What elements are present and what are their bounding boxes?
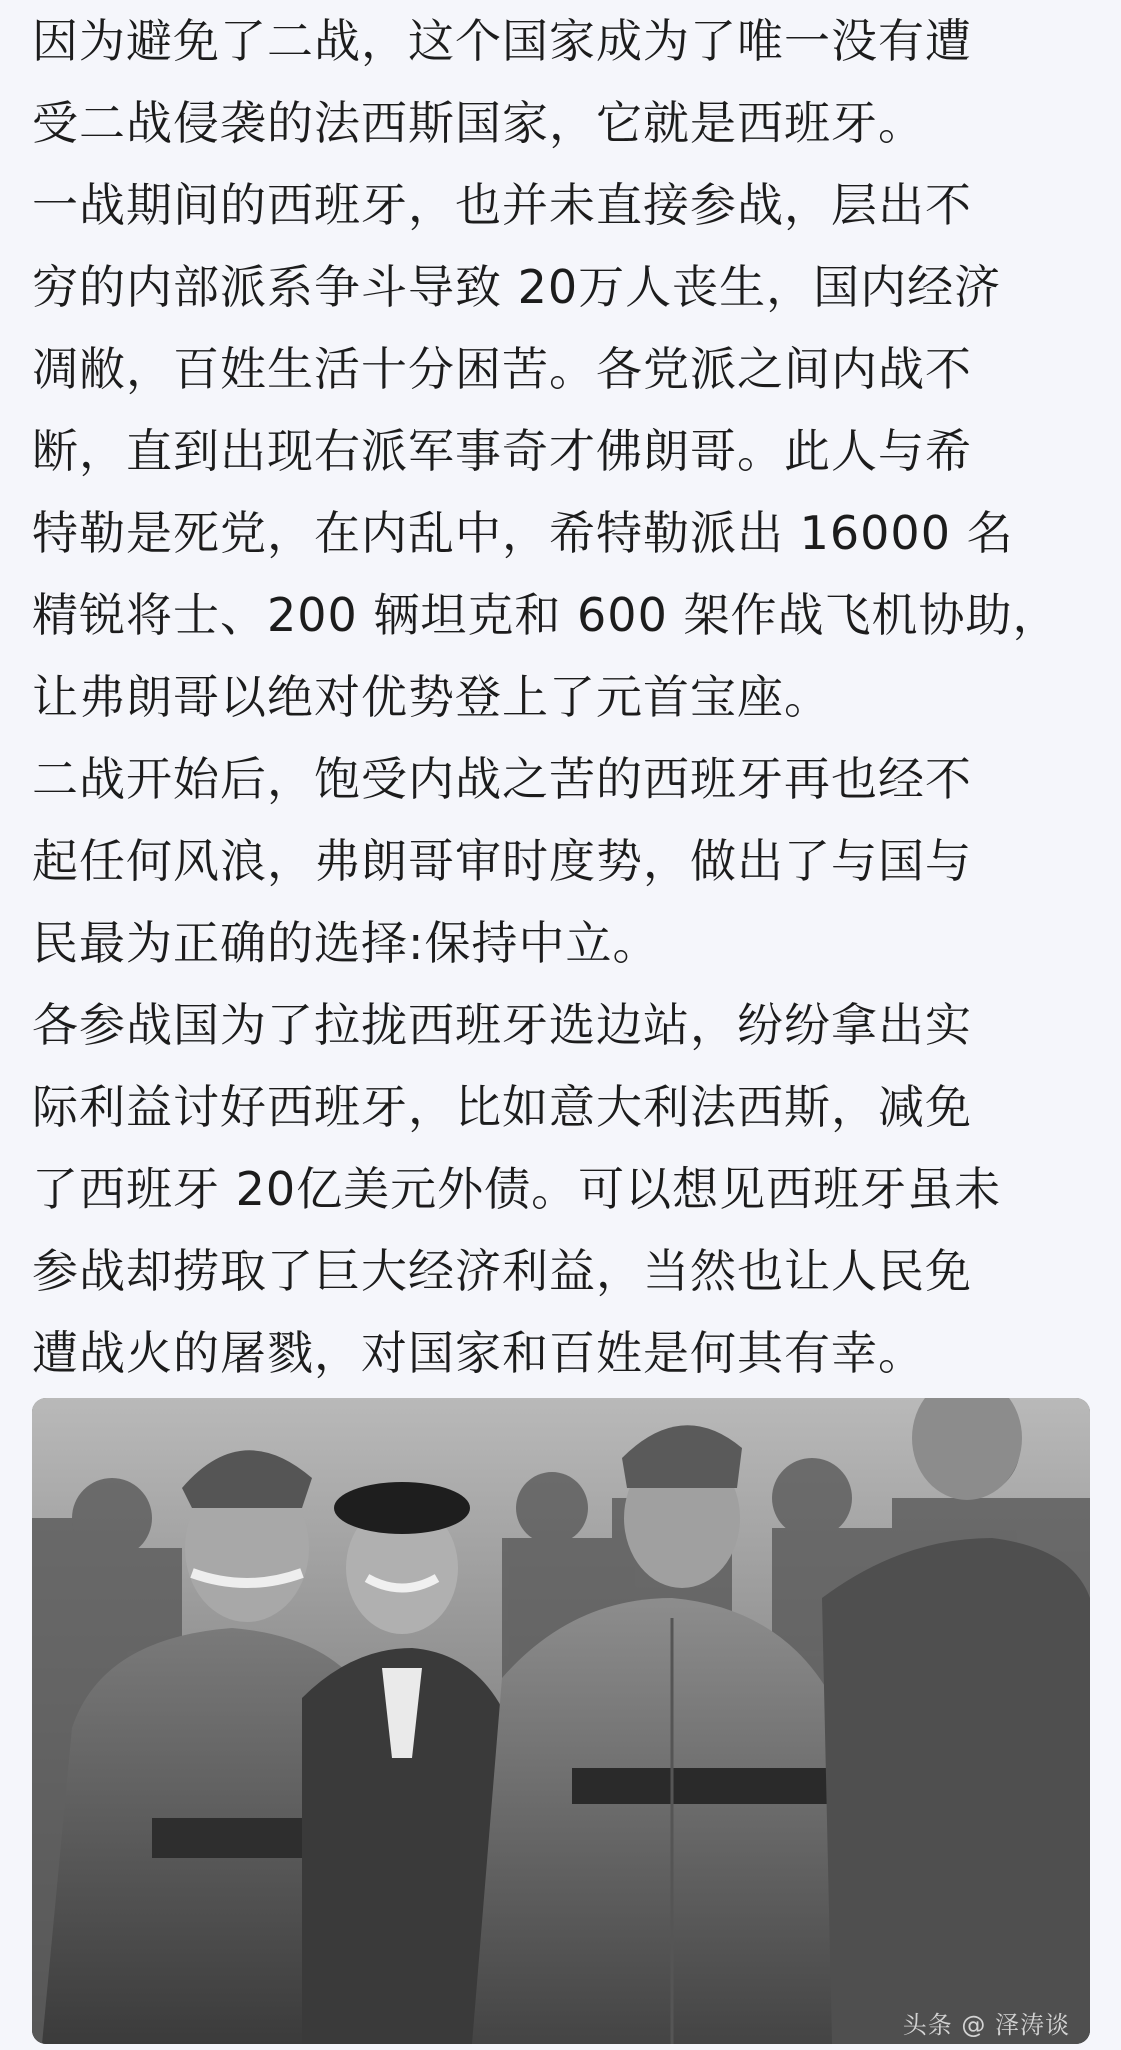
- paragraph-ww2-neutrality: 二战开始后，饱受内战之苦的西班牙再也经不 起任何风浪，弗朗哥审时度势，做出了与国与 民最为正确的选择:保持中立。: [32, 752, 972, 970]
- historical-photo[interactable]: [32, 1398, 1090, 2044]
- article-body: [32, 0, 1092, 1394]
- photo-watermark: 头条 @ 泽涛谈: [902, 2011, 1070, 2039]
- photo-illustration: [32, 1398, 1090, 2044]
- paragraph-benefits: 各参战国为了拉拢西班牙选边站，纷纷拿出实 际利益讨好西班牙，比如意大利法西斯，减免 了西班牙 20亿美元外债。可以想见西班牙虽未 参战却捞取了巨大经济利益，当然也让人民免 遭战火的屠戮，对国家和百姓是何其有幸。: [32, 998, 1002, 1380]
- paragraph-intro: 因为避免了二战，这个国家成为了唯一没有遭 受二战侵袭的法西斯国家，它就是西班牙。: [32, 14, 972, 150]
- paragraph-ww1: 一战期间的西班牙，也并未直接参战，层出不 穷的内部派系争斗导致 20万人丧生，国内经济 凋敝，百姓生活十分困苦。各党派之间内战不 断，直到出现右派军事奇才佛朗哥。此人与希 特勒是死党，在内乱中，希特勒派出 16000 名 精锐将士、200 辆坦克和 600 架作战飞机协助， 让弗朗哥以绝对优势登上了元首宝座。: [32, 178, 1060, 724]
